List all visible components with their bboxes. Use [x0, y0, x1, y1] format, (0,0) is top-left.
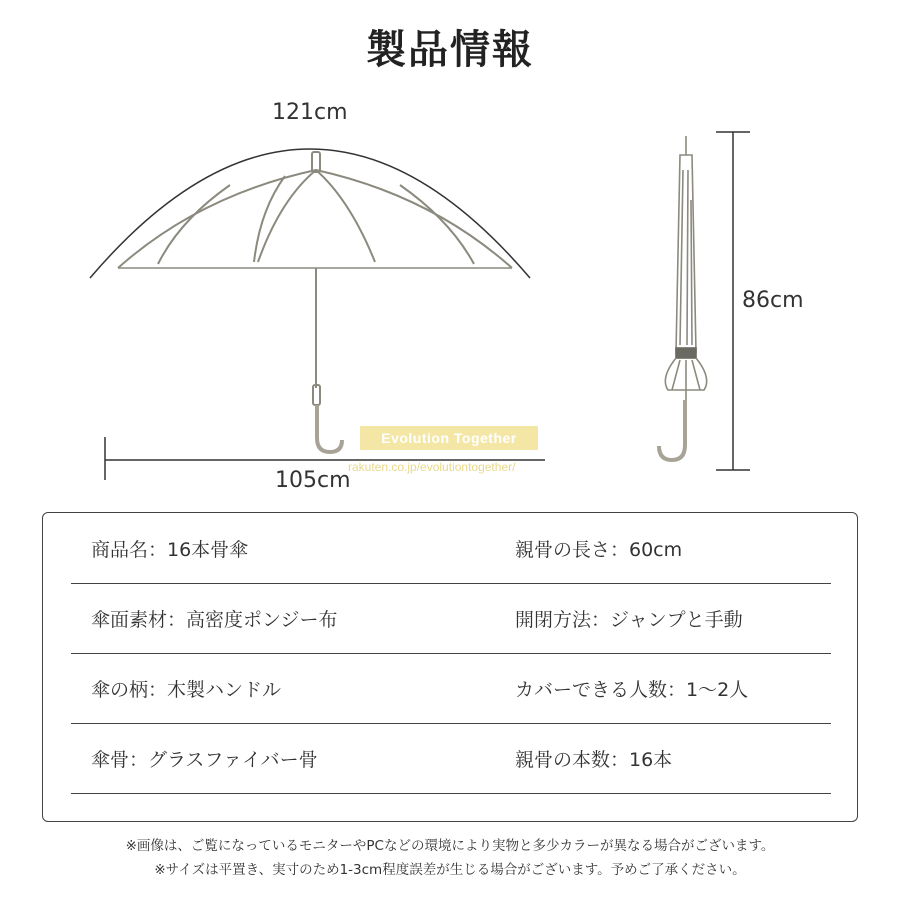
spec-cell: 親骨の本数：16本: [515, 749, 673, 771]
page-title: 製品情報: [366, 27, 534, 73]
closed-length-label: 86cm: [742, 288, 804, 313]
spec-table: [42, 512, 858, 822]
spec-cell: 親骨の長さ：60cm: [515, 539, 683, 561]
table-row: [71, 513, 831, 584]
table-row: [71, 583, 831, 654]
spec-cell: 傘面素材：高密度ポンジー布: [91, 609, 338, 631]
open-umbrella-icon: [118, 152, 512, 452]
watermark-brand: Evolution Together: [360, 426, 538, 450]
spec-cell: カバーできる人数：1〜2人: [515, 679, 749, 701]
spec-cell: 傘の柄：木製ハンドル: [91, 679, 282, 701]
closed-umbrella-icon: [659, 136, 707, 460]
disclaimer-note: ※サイズは平置き、実寸のため1-3cm程度誤差が生じる場合がございます。予めご了承ください。: [154, 862, 746, 878]
disclaimer-note: ※画像は、ご覧になっているモニターやPCなどの環境により実物と多少カラーが異なる場合がございます。: [125, 838, 775, 854]
open-width-label: 105cm: [275, 468, 351, 493]
spec-cell: 開閉方法：ジャンプと手動: [515, 609, 743, 631]
table-row: [71, 723, 831, 794]
spec-cell: 傘骨：グラスファイバー骨: [91, 749, 318, 771]
watermark-url: rakuten.co.jp/evolutiontogether/: [348, 460, 516, 474]
table-row: [71, 653, 831, 724]
canopy-arc-label: 121cm: [272, 100, 348, 125]
canopy-arc-line: [90, 149, 530, 278]
spec-cell: 商品名：16本骨傘: [91, 539, 249, 561]
